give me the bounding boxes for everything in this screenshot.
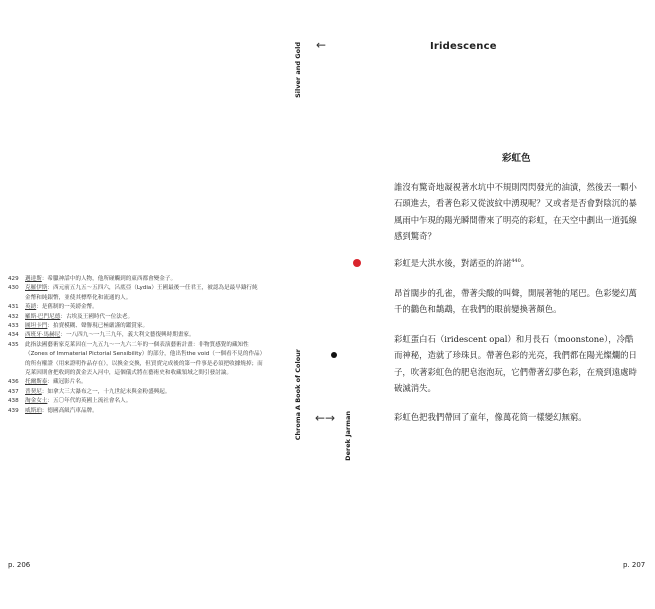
page-number-right: p. 207 <box>623 561 646 569</box>
footnote-reference[interactable]: 440 <box>511 258 521 264</box>
footnote: 437 普契尼：如拿大三大瀑布之一，十九世紀末與金粉盛興起。 <box>8 388 171 395</box>
footnote: 433 圖坦卡門：拍賣模糊、聲譽現已極嚴謹的鑑賞家。 <box>8 323 149 330</box>
book-title: A Book of Colour <box>294 349 302 411</box>
author-name: Derek Jarman <box>344 411 352 461</box>
arrow-left-icon[interactable]: ← <box>316 38 327 52</box>
series-label: Chroma <box>294 412 302 441</box>
footnote: 436 托爾斯泰：藏冠影片名。 <box>8 379 87 386</box>
body-paragraph: 彩虹蛋白石（iridescent opal）和月長石（moonstone），冷酷而神秘，造就了珍珠貝。帶著色彩的光亮，我們都在陽光燦爛的日子，吹著彩虹色的肥皂泡泡玩，它們帶著幻夢色彩，在飛到遠處時破滅消失。 <box>394 334 637 394</box>
red-dot-marker <box>353 259 361 267</box>
footnote: 434 西班牙‧馬赫尼：一八四九～一九三九年，義大利文藝復興時期畫家。 <box>8 332 195 339</box>
black-dot-marker <box>331 352 337 358</box>
section-title: 彩虹色 <box>502 153 531 164</box>
footnote: 430 克羅伊斯：西元前五九五～五四六，呂底亞（Lydia）王國最後一任君王，被認為是最早鑄行純金幣和純銀幣，並使其標準化和流通的人。 <box>8 285 258 301</box>
page-number-left: p. 206 <box>8 561 31 569</box>
footnotes-list <box>8 275 263 416</box>
footnote: 435 此指法國藝術家克萊因在一九五九～一九六二年的一個表演藝術計畫：非物質感覺的藏知性（Zones of Immaterial Pictorial Sensibility）的部分，他出售the void（一個看不見的作品）的所有權證（用來證明作品存在），以換金交換，但買賣完成後的第一件事是必須把收據燒掉；而克萊因則會把收到的黃金丟入河中，這個儀式將在藝術史和收藏領域之間引發討論。 <box>8 341 263 377</box>
body-paragraph: 彩虹色把我們帶回了童年，像萬花筒一樣變幻無窮。 <box>394 412 587 422</box>
footnote: 438 淘金女士：五〇年代的英國上流社會名人。 <box>8 398 132 405</box>
footnote: 432 羅斯‧巴門尼德：古埃及王國時代一位法老。 <box>8 313 134 320</box>
body-paragraph: 彩虹是大洪水後，對諾亞的許諾$^{440}$。 <box>394 257 530 268</box>
chapter-header: Iridescence <box>430 41 497 52</box>
body-paragraph: 昂首闊步的孔雀，帶著尖酸的叫聲，開展著牠的尾巴。色彩變幻萬千的鸛色和鵲鵡，在我們的眼前變換著顏色。 <box>394 288 637 315</box>
footnote: 431 英鎊：是舊制的一英鎊金幣。 <box>8 304 98 311</box>
running-head-silver-and-gold: Silver and Gold <box>294 42 302 98</box>
footnote: 429 邁達斯：希臘神話中的人物，他所碰觸到的東西都會變金子。 <box>8 276 177 282</box>
body-paragraph: 誰沒有驚奇地凝視著水坑中不規則閃閃發光的油漬，然後丟一顆小石頭進去，看著色彩又從波紋中湧現呢？又或者是否會對陰沉的暴風雨中乍現的陽光瞬間帶來了明亮的彩虹，在天空中劃出一道弧線感到驚奇？ <box>394 182 637 242</box>
arrow-left-right-icon[interactable]: ←→ <box>315 411 336 425</box>
footnote: 439 威斯珀：德國高級汽車品牌。 <box>8 407 98 414</box>
